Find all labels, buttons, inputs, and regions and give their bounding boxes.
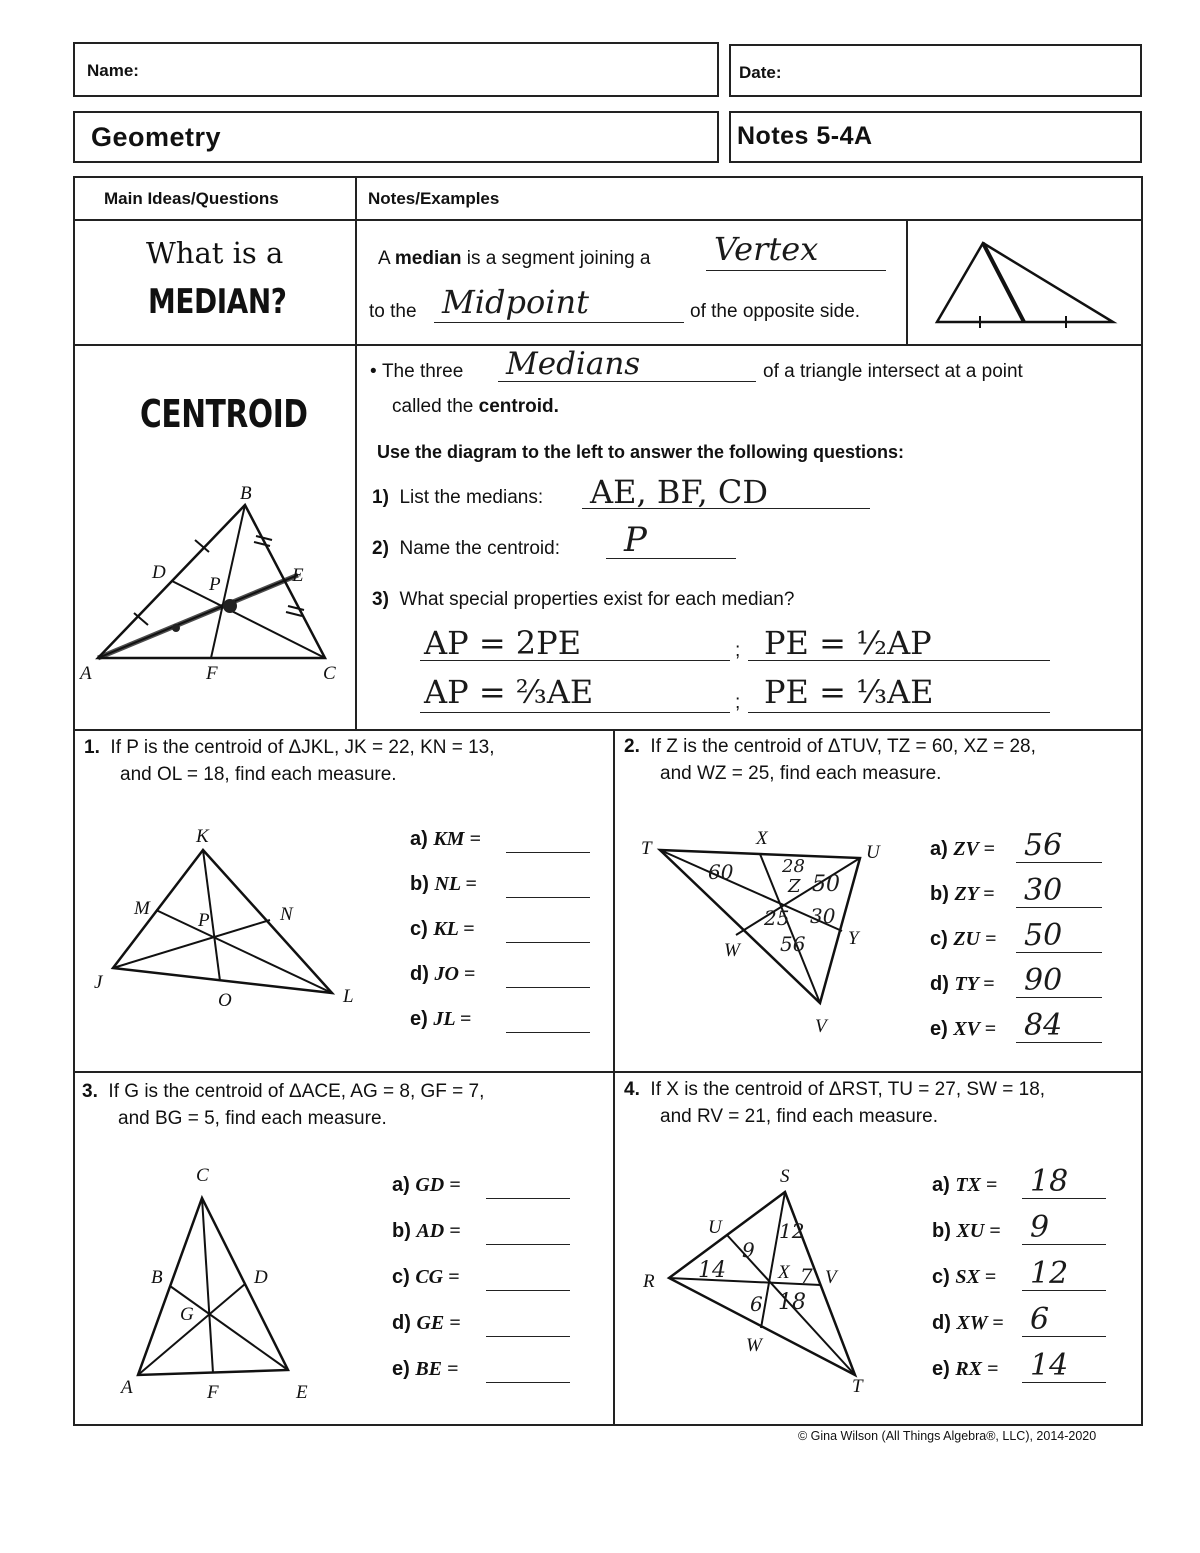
answer-row: [392, 1220, 461, 1243]
p4-label-w: W: [746, 1335, 762, 1356]
property-2: PE = ½AP: [764, 624, 932, 662]
answer-row: [392, 1266, 460, 1289]
q3-text: 3) What special properties exist for each median?: [372, 589, 795, 610]
centroid-bullet: • The three: [370, 361, 464, 382]
answer-row: [392, 1174, 461, 1197]
p4-mark: 7: [800, 1264, 813, 1288]
p3-label-c: C: [196, 1165, 209, 1186]
problem-3-diagram: [120, 1190, 300, 1385]
answer-row: [930, 883, 995, 906]
answer-blank[interactable]: [486, 1198, 570, 1199]
p2-mark: 28: [782, 856, 805, 877]
answer-value: 90: [1024, 963, 1063, 998]
problem-1-statement: 1. If P is the centroid of ΔJKL, JK = 22, KN = 13, and OL = 18, find each measure.: [84, 737, 495, 785]
subject-title: Geometry: [91, 122, 222, 152]
answer-segment: ZY =: [954, 883, 995, 905]
answer-value: 12: [1030, 1256, 1069, 1291]
answer-segment: XW =: [956, 1312, 1004, 1334]
answer-row: [930, 973, 995, 996]
p2-label-w: W: [724, 940, 740, 961]
p1-label-l: L: [343, 986, 354, 1007]
p2-mark: 30: [810, 904, 836, 928]
problem-2-statement: 2. If Z is the centroid of ΔTUV, TZ = 60, XZ = 28, and WZ = 25, find each measure.: [624, 736, 1036, 784]
answer-segment: CG =: [415, 1266, 460, 1288]
p4-mark: 12: [779, 1219, 805, 1243]
centroid-title: CENTROID: [140, 392, 308, 436]
notes-id: Notes 5-4A: [737, 122, 873, 150]
answer-blank[interactable]: [506, 942, 590, 943]
answer-blank[interactable]: [486, 1290, 570, 1291]
q1-text: 1) List the medians:: [372, 487, 544, 508]
property-separator: ;: [735, 692, 741, 713]
answer-segment: BE =: [415, 1358, 459, 1380]
answer-letter: b): [392, 1220, 417, 1242]
p1-label-j: J: [94, 972, 103, 993]
answer-value: 9: [1030, 1210, 1050, 1245]
answer-letter: a): [930, 838, 954, 860]
median-def-line1: A median is a segment joining a: [378, 248, 651, 269]
property-blank[interactable]: [420, 712, 730, 713]
problem-4-statement: 4. If X is the centroid of ΔRST, TU = 27, SW = 18, and RV = 21, find each measure.: [624, 1079, 1046, 1127]
p2-mark: 50: [812, 872, 840, 897]
p3-label-b: B: [151, 1267, 163, 1288]
what-is-a-text: What is a: [146, 236, 284, 270]
answer-row: [410, 828, 481, 851]
answer-letter: a): [932, 1174, 956, 1196]
answer-segment: NL =: [434, 873, 477, 895]
p4-mark: 6: [750, 1292, 763, 1316]
answer-segment: SX =: [955, 1266, 997, 1288]
answer-value: 18: [1030, 1164, 1069, 1199]
p4-label-s: S: [780, 1166, 790, 1187]
answer-letter: a): [392, 1174, 416, 1196]
midpoint-answer: Midpoint: [442, 283, 589, 321]
midpoint-blank[interactable]: [434, 322, 684, 323]
answer-row: [932, 1358, 998, 1381]
p1-label-p: P: [198, 910, 210, 931]
answer-letter: e): [932, 1358, 956, 1380]
answer-row: [930, 1018, 996, 1041]
p2-label-y: Y: [848, 928, 859, 949]
answer-segment: RX =: [955, 1358, 999, 1380]
answer-blank[interactable]: [506, 987, 590, 988]
p3-label-g: G: [180, 1304, 194, 1325]
answer-row: [932, 1174, 997, 1197]
answer-value: 84: [1024, 1008, 1063, 1043]
answer-letter: c): [392, 1266, 416, 1288]
answer-letter: b): [932, 1220, 957, 1242]
centroid-bullet-line2: called the centroid.: [392, 396, 559, 417]
divider: [73, 219, 1143, 221]
p4-label-v: V: [825, 1267, 837, 1288]
problem-4-diagram: [655, 1180, 870, 1385]
subject-box: [73, 111, 719, 163]
p4-label-x: X: [778, 1262, 790, 1283]
answer-segment: JL =: [433, 1008, 472, 1030]
answer-segment: TY =: [954, 973, 995, 995]
p2-label-u: U: [866, 842, 880, 863]
answer-row: [392, 1358, 458, 1381]
answer-blank[interactable]: [506, 852, 590, 853]
p3-label-d: D: [254, 1267, 268, 1288]
answer-segment: XU =: [956, 1220, 1001, 1242]
name-label: Name:: [87, 61, 139, 80]
property-4: PE = ⅓AE: [764, 673, 934, 711]
p4-label-t: T: [852, 1376, 863, 1397]
answer-row: [930, 838, 995, 861]
median-def-line2-post: of the opposite side.: [690, 301, 861, 322]
vertex-label-e: E: [292, 565, 304, 586]
answer-segment: AD =: [416, 1220, 461, 1242]
p2-mark: 56: [780, 932, 806, 956]
answer-letter: c): [932, 1266, 956, 1288]
property-separator: ;: [735, 640, 741, 661]
answer-segment: KM =: [433, 828, 481, 850]
divider: [73, 1071, 1143, 1073]
answer-letter: c): [930, 928, 954, 950]
problem-3-statement: 3. If G is the centroid of ΔACE, AG = 8, GF = 7, and BG = 5, find each measure.: [82, 1081, 485, 1129]
vertex-answer: Vertex: [714, 230, 819, 268]
problem-1-diagram: [100, 838, 360, 1003]
answer-letter: e): [392, 1358, 416, 1380]
answer-blank[interactable]: [486, 1382, 570, 1383]
answer-segment: GE =: [416, 1312, 461, 1334]
vertex-label-d: D: [152, 562, 166, 583]
main-ideas-header: Main Ideas/Questions: [104, 189, 279, 208]
p2-mark: 25: [764, 906, 790, 930]
centroid-name-answer: P: [624, 520, 647, 560]
vertex-label-f: F: [206, 663, 218, 684]
p3-label-a: A: [121, 1377, 133, 1398]
median-title: MEDIAN?: [148, 282, 287, 322]
medians-list-answer: AE, BF, CD: [590, 473, 769, 511]
vertex-label-a: A: [80, 663, 92, 684]
answer-segment: KL =: [433, 918, 475, 940]
date-box: [729, 44, 1142, 97]
property-1: AP = 2PE: [424, 624, 582, 662]
property-blank[interactable]: [748, 712, 1050, 713]
p4-mark: 18: [778, 1290, 806, 1315]
vertex-label-p: P: [209, 574, 221, 595]
answer-row: [932, 1220, 1001, 1243]
answer-letter: d): [932, 1312, 957, 1334]
answer-blank[interactable]: [506, 897, 590, 898]
medians-answer: Medians: [506, 346, 641, 382]
notes-id-box: [729, 111, 1142, 163]
answer-value: 30: [1024, 873, 1063, 908]
answer-row: [410, 963, 475, 986]
answer-value: 14: [1030, 1348, 1069, 1383]
answer-row: [932, 1266, 996, 1289]
answer-value: 50: [1024, 918, 1063, 953]
p4-mark: 9: [742, 1238, 755, 1262]
answer-letter: c): [410, 918, 434, 940]
answer-row: [392, 1312, 461, 1335]
centroid-bullet-post: of a triangle intersect at a point: [763, 361, 1023, 382]
p2-mark: 60: [708, 860, 734, 884]
answer-letter: d): [930, 973, 955, 995]
p4-label-r: R: [643, 1271, 655, 1292]
p4-label-u: U: [708, 1217, 722, 1238]
answer-letter: e): [930, 1018, 954, 1040]
answer-value: 56: [1024, 828, 1063, 863]
vertex-label-b: B: [240, 483, 252, 504]
bullet-icon: •: [370, 361, 382, 382]
p3-label-f: F: [207, 1382, 219, 1403]
p1-label-n: N: [280, 904, 293, 925]
p1-label-o: O: [218, 990, 232, 1011]
vertex-label-c: C: [323, 663, 336, 684]
answer-segment: JO =: [434, 963, 476, 985]
name-box: [73, 42, 719, 97]
answer-letter: e): [410, 1008, 434, 1030]
answer-row: [932, 1312, 1004, 1335]
answer-value: 6: [1030, 1302, 1050, 1337]
q2-text: 2) Name the centroid:: [372, 538, 560, 559]
divider: [355, 176, 357, 729]
divider: [906, 219, 908, 344]
p1-label-k: K: [196, 826, 209, 847]
answer-letter: d): [392, 1312, 417, 1334]
vertex-blank[interactable]: [706, 270, 886, 271]
answer-letter: b): [930, 883, 955, 905]
answer-blank[interactable]: [506, 1032, 590, 1033]
answer-segment: ZU =: [953, 928, 997, 950]
copyright-footer: © Gina Wilson (All Things Algebra®, LLC), 2014-2020: [798, 1429, 1097, 1443]
answer-row: [410, 1008, 471, 1031]
median-diagram: [930, 236, 1120, 330]
p2-label-v: V: [815, 1016, 827, 1037]
date-label: Date:: [739, 63, 782, 82]
notes-examples-header: Notes/Examples: [368, 189, 500, 208]
answer-row: [410, 873, 477, 896]
answer-segment: XV =: [953, 1018, 997, 1040]
divider: [73, 729, 1143, 731]
p3-label-e: E: [296, 1382, 308, 1403]
median-def-line2-pre: to the: [369, 301, 417, 322]
p2-label-x: X: [756, 828, 768, 849]
answer-letter: b): [410, 873, 435, 895]
answer-segment: ZV =: [953, 838, 995, 860]
centroid-instruction: Use the diagram to the left to answer the following questions:: [377, 442, 905, 462]
p2-mark: Z: [788, 876, 801, 897]
answer-segment: TX =: [955, 1174, 998, 1196]
property-3: AP = ⅔AE: [424, 673, 594, 711]
divider: [613, 729, 615, 1426]
answer-blank[interactable]: [486, 1244, 570, 1245]
answer-segment: GD =: [415, 1174, 461, 1196]
p1-label-m: M: [134, 898, 150, 919]
answer-letter: d): [410, 963, 435, 985]
p4-mark: 14: [698, 1258, 726, 1283]
answer-blank[interactable]: [486, 1336, 570, 1337]
answer-letter: a): [410, 828, 434, 850]
answer-row: [930, 928, 996, 951]
answer-row: [410, 918, 475, 941]
p2-label-t: T: [641, 838, 652, 859]
